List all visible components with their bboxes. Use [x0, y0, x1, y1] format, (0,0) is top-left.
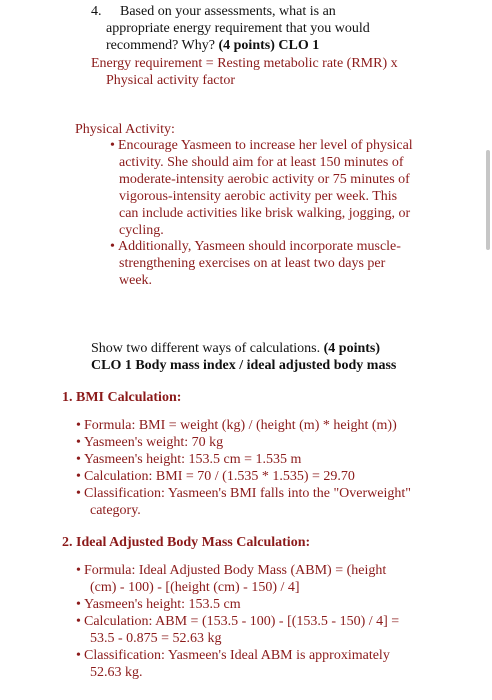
bmi-line-5: Classification: Yasmeen's BMI falls into the "Overweight" [84, 486, 411, 501]
bullet-marker: • [76, 486, 81, 501]
bullet-marker: • [76, 469, 81, 484]
question-line-1: Based on your assessments, what is an [120, 4, 336, 19]
bullet-marker: • [76, 418, 81, 433]
bmi-heading: 1. BMI Calculation: [62, 390, 182, 405]
bullet-marker: • [76, 614, 81, 629]
answer-line-2: Physical activity factor [106, 73, 236, 88]
abm-line-2: (cm) - 100) - [(height (cm) - 150) / 4] [90, 580, 300, 595]
bmi-line-2: Yasmeen's weight: 70 kg [84, 435, 224, 450]
prompt-text: Show two different ways of calculations. [91, 341, 324, 356]
bmi-line-4: Calculation: BMI = 70 / (1.535 * 1.535) = 29.70 [84, 469, 355, 484]
pa-line-4: vigorous-intensity aerobic activity per week. This [119, 189, 398, 204]
bullet-marker: • [76, 648, 81, 663]
question-line-3 [106, 37, 319, 54]
abm-line-6: Classification: Yasmeen's Ideal ABM is approximately [84, 648, 390, 663]
bmi-line-3: Yasmeen's height: 153.5 cm = 1.535 m [84, 452, 302, 467]
pa-line-5: can include activities like brisk walking, jogging, or [119, 206, 411, 221]
pa-line-7: Additionally, Yasmeen should incorporate muscle- [118, 239, 401, 254]
pa-line-8: strengthening exercises on at least two days per [119, 256, 386, 271]
prompt-points: (4 points) [323, 341, 381, 356]
abm-line-7: 52.63 kg. [90, 665, 143, 680]
pa-line-2: activity. She should aim for at least 150 minutes of [119, 155, 404, 170]
pa-line-9: week. [119, 273, 153, 288]
pa-line-1: Encourage Yasmeen to increase her level of physical [118, 138, 413, 153]
abm-heading: 2. Ideal Adjusted Body Mass Calculation: [62, 535, 311, 550]
prompt-line-1 [91, 340, 380, 357]
question-line-2: appropriate energy requirement that you would [106, 21, 370, 36]
prompt-line-2: CLO 1 Body mass index / ideal adjusted body mass [91, 358, 397, 373]
abm-line-4: Calculation: ABM = (153.5 - 100) - [(153.5 - 150) / 4] = [84, 614, 400, 629]
bullet-marker: • [76, 452, 81, 467]
abm-line-5: 53.5 - 0.875 = 52.63 kg [90, 631, 222, 646]
pa-line-3: moderate-intensity aerobic activity or 75 minutes of [119, 172, 410, 187]
bullet-marker: • [76, 597, 81, 612]
abm-line-3: Yasmeen's height: 153.5 cm [84, 597, 241, 612]
physical-activity-heading: Physical Activity: [75, 122, 175, 137]
bmi-line-6: category. [90, 503, 141, 518]
question-points: (4 points) CLO 1 [218, 38, 320, 53]
bullet-marker: • [110, 239, 115, 254]
bullet-marker: • [76, 563, 81, 578]
answer-line-1: Energy requirement = Resting metabolic rate (RMR) x [91, 56, 398, 71]
pa-line-6: cycling. [119, 223, 164, 238]
abm-line-1: Formula: Ideal Adjusted Body Mass (ABM) = (height [84, 563, 387, 578]
bullet-marker: • [110, 138, 115, 153]
bullet-marker: • [76, 435, 81, 450]
scrollbar-thumb[interactable] [486, 150, 490, 250]
bmi-line-1: Formula: BMI = weight (kg) / (height (m) * height (m)) [84, 418, 397, 433]
question-line-3-text: recommend? Why? [106, 38, 219, 53]
question-number: 4. [91, 4, 102, 19]
